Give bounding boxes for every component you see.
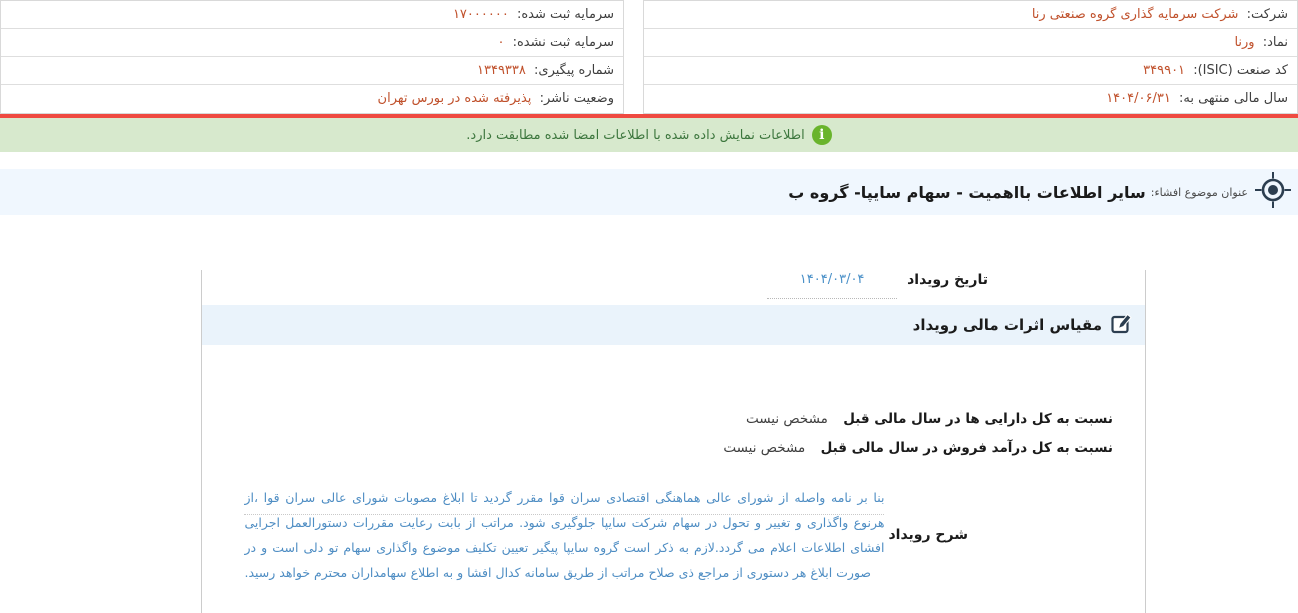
section-title: مقیاس اثرات مالی رویداد	[912, 316, 1102, 334]
table-row	[1, 1, 623, 29]
event-date-row	[202, 270, 1145, 305]
note-edit-icon	[1110, 312, 1133, 339]
info-icon: i	[812, 125, 832, 145]
subject-label: عنوان موضوع افشاء:	[1150, 185, 1248, 199]
row-value: ورنا	[1234, 35, 1255, 50]
event-date-label: تاریخ رویداد	[907, 272, 988, 288]
table-row	[644, 1, 1297, 29]
row-value: پذیرفته شده در بورس تهران	[377, 91, 532, 106]
row-label: وضعیت ناشر:	[539, 91, 614, 106]
capital-info-table	[0, 0, 624, 114]
row-value: ۰	[497, 35, 505, 50]
table-row	[1, 57, 623, 85]
event-description-text: بنا بر نامه واصله از شورای عالی هماهنگی اقتصادی سران قوا مقرر گردید تا ابلاغ مصوبات شورای عالی سران قوا ،از هرنوع واگذاری و تغییر و تحول در سهام شرکت سایپا جلوگیری شود. مراتب از بابت رعایت مقررات دستورالعمل اجرایی افشای اطلاعات اعلام می گردد.لازم به ذکر است گروه سایپا پیگیر تعیین تکلیف موضوع واگذاری سهام تو دلی است و در صورت ابلاغ هر دستوری از مراجع ذی صلاح مراتب از طریق سامانه کدال افشا و به اطلاع سهامداران محترم خواهد رسید.	[244, 485, 884, 585]
ratio-row-revenue	[202, 434, 1113, 463]
ratio-label: نسبت به کل دارایی ها در سال مالی قبل	[843, 411, 1113, 427]
financial-impact-section-header	[202, 305, 1145, 345]
row-label: شماره پیگیری:	[534, 63, 614, 78]
ratio-value: مشخص نیست	[723, 440, 806, 456]
table-row	[644, 29, 1297, 57]
table-row	[1, 85, 623, 113]
ratio-rows	[202, 405, 1145, 463]
row-label: نماد:	[1262, 35, 1288, 50]
ratio-value: مشخص نیست	[745, 411, 828, 427]
target-icon	[1252, 169, 1294, 215]
company-info-table	[643, 0, 1298, 114]
row-label: کد صنعت (ISIC):	[1193, 63, 1288, 78]
event-description-row	[202, 485, 1145, 585]
row-value: ۱۴۰۴/۰۶/۳۱	[1106, 91, 1171, 106]
ratio-label: نسبت به کل درآمد فروش در سال مالی قبل	[820, 440, 1113, 456]
row-value: ۱۳۴۹۳۳۸	[477, 63, 526, 78]
table-row	[1, 29, 623, 57]
row-label: شرکت:	[1246, 7, 1288, 22]
detail-panel	[201, 270, 1146, 613]
table-row	[644, 57, 1297, 85]
row-label: سرمایه ثبت شده:	[516, 7, 614, 22]
ratio-row-assets	[202, 405, 1113, 434]
row-label: سرمایه ثبت نشده:	[512, 35, 614, 50]
disclosure-subject-bar	[0, 169, 1298, 215]
banner-text: اطلاعات نمایش داده شده با اطلاعات امضا شده مطابقت دارد.	[466, 127, 805, 143]
row-value: شرکت سرمایه گذاری گروه صنعتی رنا	[1031, 7, 1239, 22]
row-value: ۱۷۰۰۰۰۰۰	[452, 7, 509, 22]
event-date-value: ۱۴۰۴/۰۳/۰۴	[767, 270, 897, 299]
row-value: ۳۴۹۹۰۱	[1143, 63, 1186, 78]
spacer	[0, 152, 1298, 169]
row-label: سال مالی منتهی به:	[1178, 91, 1288, 106]
table-row	[644, 85, 1297, 113]
subject-title: سایر اطلاعات بااهمیت - سهام سایپا- گروه ب	[788, 182, 1146, 202]
company-header-tables	[0, 0, 1298, 114]
event-description-label: شرح رویداد	[888, 527, 968, 543]
signature-match-banner	[0, 118, 1298, 152]
